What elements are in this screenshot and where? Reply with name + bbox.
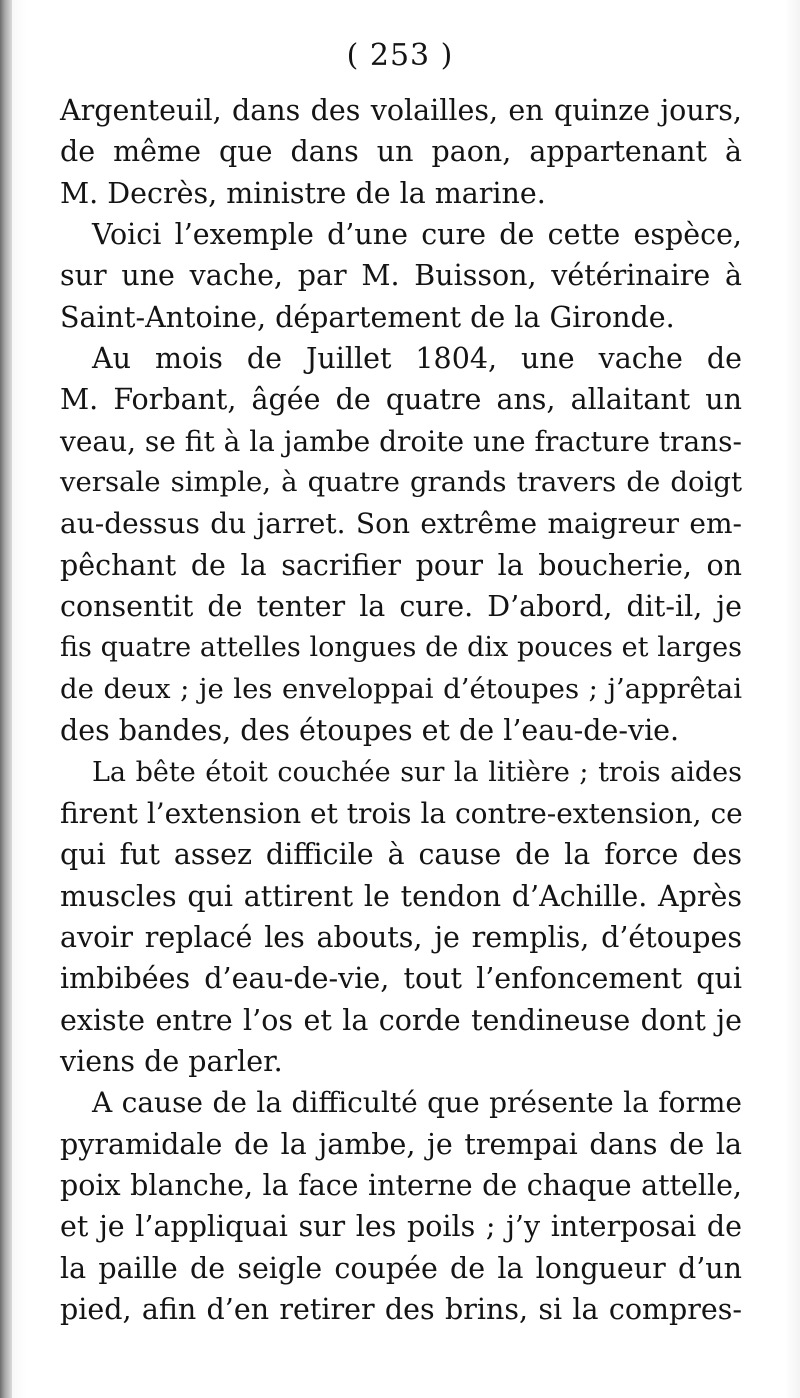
text-line: consentit de tenter la cure. D’abord, dit-il, je (60, 590, 742, 624)
text-line: pêchant de la sacrifier pour la boucherie, on (60, 548, 742, 582)
text-line: firent l’extension et trois la contre-extension, ce (60, 796, 743, 830)
page-gutter-shadow (0, 0, 12, 1398)
text-line: M. Forbant, âgée de quatre ans, allaitant un (60, 383, 742, 417)
text-line: veau, se fit à la jambe droite une fracture trans- (60, 424, 742, 458)
text-line: M. Decrès, ministre de la marine. (60, 176, 546, 210)
text-line: Voici l’exemple d’une cure de cette espèce, (92, 218, 742, 252)
text-line: A cause de la difficulté que présente la forme (92, 1086, 742, 1120)
text-line: pied, afin d’en retirer des brins, si la compres- (60, 1292, 742, 1326)
text-line: de deux ; je les enveloppai d’étoupes ; j’apprêtai (60, 672, 742, 705)
text-line: versale simple, à quatre grands travers de doigt (60, 466, 742, 499)
text-line: de même que dans un paon, appartenant à (60, 135, 742, 169)
text-line: imbibées d’eau-de-vie, tout l’enfoncement qui (60, 962, 742, 996)
text-line: Au mois de Juillet 1804, une vache de (92, 342, 742, 376)
text-line: pyramidale de la jambe, je trempai dans de la (60, 1127, 742, 1161)
text-line: viens de parler. (60, 1044, 283, 1078)
text-line: Saint-Antoine, département de la Gironde. (60, 300, 675, 334)
text-line: La bête étoit couchée sur la litière ; trois aides (92, 756, 742, 788)
text-line: avoir replacé les abouts, je remplis, d’étoupes (60, 920, 742, 954)
text-line: des bandes, des étoupes et de l’eau-de-vie. (60, 714, 680, 748)
text-line: poix blanche, la face interne de chaque attelle, (60, 1168, 742, 1202)
page-number: ( 253 ) (346, 38, 454, 73)
text-line: la paille de seigle coupée de la longueur d’un (60, 1251, 742, 1285)
text-line: existe entre l’os et la corde tendineuse dont je (60, 1003, 742, 1037)
text-line: qui fut assez difficile à cause de la force des (60, 838, 742, 872)
text-line: et je l’appliquai sur les poils ; j’y interposai de (60, 1210, 742, 1244)
text-line: fis quatre attelles longues de dix pouces et larges (60, 632, 742, 664)
body-text (60, 90, 742, 1330)
text-line: Argenteuil, dans des volailles, en quinze jours, (60, 94, 742, 127)
text-line: au-dessus du jarret. Son extrême maigreur em- (60, 507, 742, 541)
text-line: muscles qui attirent le tendon d’Achille. Après (60, 879, 742, 913)
text-line: sur une vache, par M. Buisson, vétérinaire à (60, 259, 742, 293)
